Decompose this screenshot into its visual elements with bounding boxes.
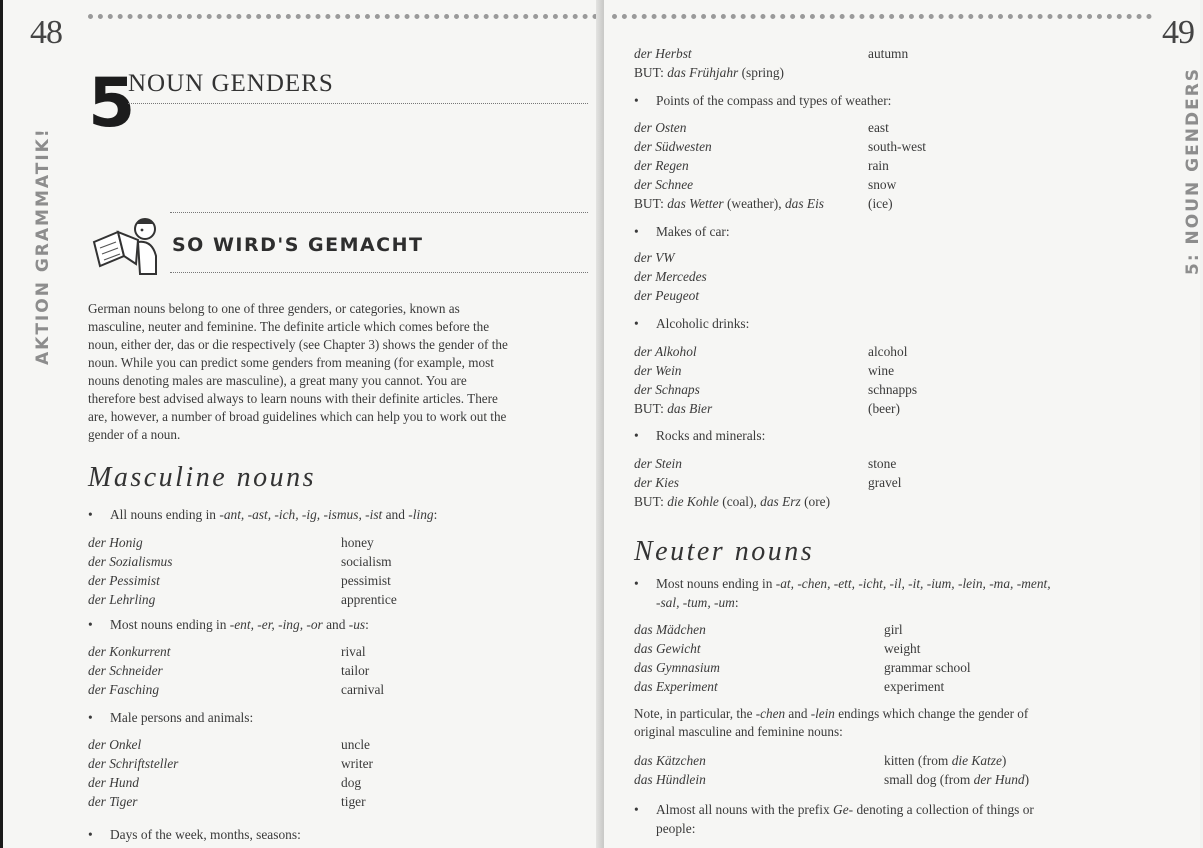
intro-paragraph <box>88 300 588 444</box>
vocab-row-but: BUT: die Kohle (coal), das Erz (ore) <box>634 494 831 509</box>
vocab-row: das Gymnasium grammar school <box>634 660 971 675</box>
vocab-row: der Herbst autumn <box>634 46 909 61</box>
vocab-list <box>88 644 588 701</box>
intro-line: noun, either der, das or die respectively (see Chapter 3) shows the gender of the <box>88 337 508 352</box>
vocab-list <box>634 120 1074 215</box>
vocab-row: der Schneider tailor <box>88 663 370 678</box>
intro-line: therefore best advised always to learn nouns with their definite articles. There <box>88 391 498 406</box>
page-edge-rule <box>0 0 3 848</box>
intro-line: masculine, neuter and feminine. The definite article which comes before the <box>88 319 490 334</box>
vocab-row: der Schriftsteller writer <box>88 756 373 771</box>
vocab-list <box>634 46 1074 84</box>
intro-line: nouns denoting males are masculine), a great many you cannot. You are <box>88 373 467 388</box>
intro-line: noun. While you can predict some genders from meaning (for example, most <box>88 355 494 370</box>
vocab-row: der Stein stone <box>634 456 897 471</box>
page-number: 49 <box>1162 14 1194 51</box>
right-page <box>604 0 1203 848</box>
vocab-row: das Gewicht weight <box>634 641 921 656</box>
header-dotted-rule <box>612 14 1152 19</box>
bullet-item: • Male persons and animals: <box>88 710 254 725</box>
vocab-row: der Onkel uncle <box>88 737 370 752</box>
intro-line: German nouns belong to one of three genders, or categories, known as <box>88 301 460 316</box>
bullet-item: • All nouns ending in -ant, -ast, -ich, -ig, -ismus, -ist and -ling: <box>88 507 438 522</box>
bullet-item: • Makes of car: <box>634 224 730 239</box>
side-label: 5: NOUN GENDERS <box>1183 66 1203 275</box>
note-paragraph: Note, in particular, the -chen and -lein endings which change the gender of original masculine and feminine nouns: <box>634 706 1029 739</box>
side-label: AKTION GRAMMATIK! <box>33 127 53 365</box>
intro-line: gender of a noun. <box>88 427 181 442</box>
masculine-heading: Masculine nouns <box>88 462 317 493</box>
vocab-row: der Hund dog <box>88 775 362 790</box>
vocab-row: der Schnaps schnapps <box>634 382 918 397</box>
vocab-row: der Mercedes <box>634 269 707 284</box>
vocab-list <box>634 753 1174 791</box>
vocab-list <box>634 344 1074 420</box>
vocab-row: der Sozialismus socialism <box>88 554 392 569</box>
vocab-row: das Experiment experiment <box>634 679 945 694</box>
intro-line: are, however, a number of broad guidelines which can help you to work out the <box>88 409 507 424</box>
vocab-row-but: BUT: das Wetter (weather), das Eis (ice) <box>634 196 893 211</box>
vocab-row: das Mädchen girl <box>634 622 903 637</box>
vocab-row: der Alkohol alcohol <box>634 344 908 359</box>
section-rule-top <box>170 212 588 213</box>
vocab-row: der Fasching carnival <box>88 682 385 697</box>
vocab-row: der Tiger tiger <box>88 794 366 809</box>
bullet-item: • Rocks and minerals: <box>634 428 766 443</box>
vocab-row: der Lehrling apprentice <box>88 592 397 607</box>
chapter-title: NOUN GENDERS <box>128 70 334 97</box>
vocab-row: der Schnee snow <box>634 177 897 192</box>
vocab-row: der Osten east <box>634 120 889 135</box>
vocab-row-but: BUT: das Bier (beer) <box>634 401 900 416</box>
vocab-list <box>88 535 588 611</box>
neuter-heading: Neuter nouns <box>634 536 815 567</box>
bullet-item: • Most nouns ending in -ent, -er, -ing, -or and -us: <box>88 617 369 632</box>
chapter-number: 5 <box>88 64 136 143</box>
bullet-item-cutoff: • Days of the week, months, seasons: <box>88 827 301 842</box>
vocab-list <box>634 622 1174 698</box>
reading-student-icon <box>90 212 162 278</box>
vocab-list <box>634 456 1074 513</box>
vocab-row: der Pessimist pessimist <box>88 573 391 588</box>
vocab-list <box>88 737 588 813</box>
vocab-row: der Regen rain <box>634 158 889 173</box>
vocab-list <box>634 250 1074 307</box>
vocab-row: der Kies gravel <box>634 475 902 490</box>
vocab-row: das Kätzchen kitten (from die Katze) <box>634 753 1007 768</box>
bullet-item: • Most nouns ending in -at, -chen, -ett, -icht, -il, -it, -ium, -lein, -ma, -ment, -sal, -tum, -um: <box>634 576 1051 610</box>
vocab-row: der Südwesten south-west <box>634 139 927 154</box>
section-heading: SO WIRD'S GEMACHT <box>172 234 424 256</box>
bullet-item: • Almost all nouns with the prefix Ge- denoting a collection of things or people: <box>634 802 1034 836</box>
bullet-item: • Alcoholic drinks: <box>634 316 750 331</box>
vocab-row: der VW <box>634 250 675 265</box>
chapter-title-rule <box>128 103 588 104</box>
section-rule-bottom <box>170 272 588 273</box>
vocab-row-but: BUT: das Frühjahr (spring) <box>634 65 784 80</box>
vocab-row: der Honig honey <box>88 535 374 550</box>
vocab-row: das Hündlein small dog (from der Hund) <box>634 772 1030 787</box>
vocab-row: der Wein wine <box>634 363 895 378</box>
bullet-item: • Points of the compass and types of weather: <box>634 93 892 108</box>
vocab-row: der Peugeot <box>634 288 700 303</box>
vocab-row: der Konkurrent rival <box>88 644 366 659</box>
header-dotted-rule <box>88 14 598 19</box>
page-number: 48 <box>30 14 62 51</box>
